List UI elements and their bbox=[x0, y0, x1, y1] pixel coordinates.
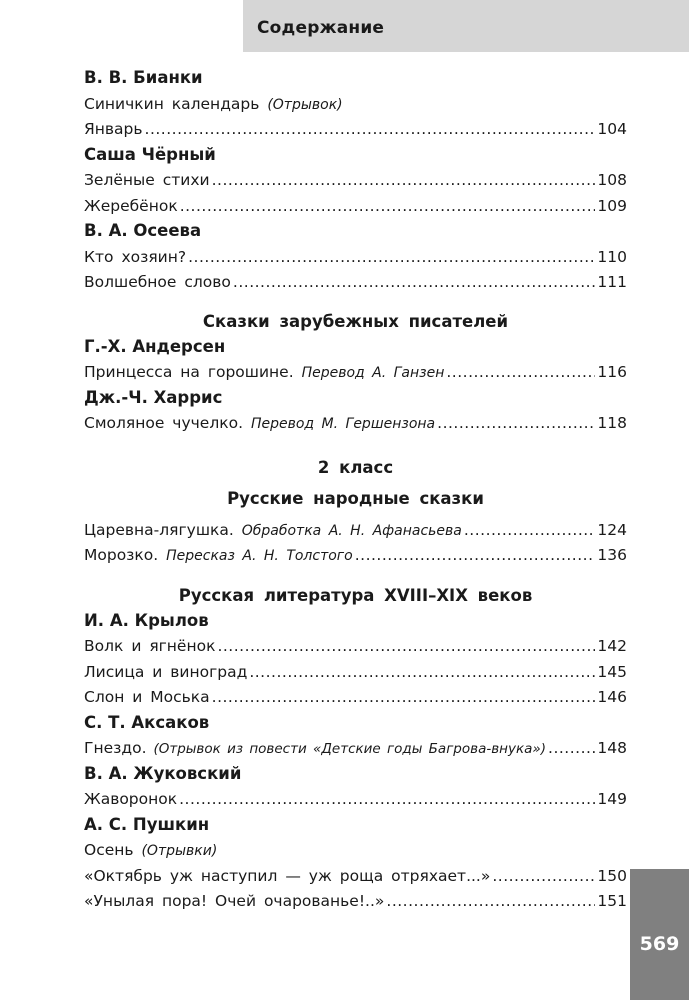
entry-title: Жаворонок bbox=[84, 790, 178, 808]
entry-title: Гнездо. (Отрывок из повести «Детские годы Багрова-внука») bbox=[84, 739, 547, 757]
toc-entry bbox=[84, 358, 627, 384]
toc-entry bbox=[84, 862, 627, 888]
dot-leader bbox=[386, 887, 595, 915]
entry-title: Осень bbox=[84, 841, 134, 859]
dot-leader bbox=[355, 541, 596, 569]
entry-note: (Отрывки) bbox=[141, 843, 218, 859]
entry-title: Царевна-лягушка. Обработка А. Н. Афанасьева bbox=[84, 520, 462, 539]
author-heading: И. А. Крылов bbox=[84, 610, 209, 630]
entry-title: Смоляное чучелко. Перевод М. Гершензона bbox=[84, 414, 436, 432]
dot-leader bbox=[249, 658, 595, 686]
dot-leader bbox=[145, 115, 596, 143]
entry-note: Пересказ А. Н. Толстого bbox=[166, 548, 353, 564]
page-ref: 145 bbox=[597, 662, 627, 681]
toc-entry bbox=[84, 887, 627, 913]
page-ref: 104 bbox=[597, 120, 627, 138]
page-number-tab: 569 bbox=[630, 869, 689, 1000]
page-ref: 148 bbox=[597, 739, 627, 757]
toc-entry bbox=[84, 409, 627, 435]
toc-entry bbox=[84, 90, 627, 116]
page-ref: 136 bbox=[597, 546, 627, 564]
page-ref: 151 bbox=[597, 892, 627, 910]
page-ref: 124 bbox=[597, 520, 627, 539]
toc-entry bbox=[84, 115, 627, 141]
toc-entry bbox=[84, 632, 627, 658]
toc-entry bbox=[84, 658, 627, 684]
toc-entry bbox=[84, 541, 627, 567]
entry-title: Морозко. Пересказ А. Н. Толстого bbox=[84, 546, 353, 564]
running-header: Содержание bbox=[243, 0, 689, 52]
toc-entry bbox=[84, 836, 627, 862]
author-heading: Дж.-Ч. Харрис bbox=[84, 387, 223, 407]
dot-leader bbox=[233, 268, 595, 296]
section-heading: Русские народные сказки bbox=[227, 488, 484, 508]
page-ref: 116 bbox=[597, 363, 627, 381]
section-heading: Сказки зарубежных писателей bbox=[202, 311, 509, 331]
entry-title: Жеребёнок bbox=[84, 196, 178, 215]
author-heading: С. Т. Аксаков bbox=[84, 712, 210, 732]
dot-leader bbox=[188, 243, 595, 271]
entry-note: (Отрывок из повести «Детские годы Багрова-внука») bbox=[153, 741, 547, 757]
page-ref: 142 bbox=[597, 637, 627, 655]
page-ref: 146 bbox=[597, 688, 627, 706]
toc-entry bbox=[84, 683, 627, 709]
dot-leader bbox=[212, 166, 596, 194]
author-heading: В. В. Бианки bbox=[84, 68, 203, 87]
dot-leader bbox=[180, 192, 596, 220]
entry-title: «Октябрь уж наступил — уж роща отряхает...» bbox=[84, 866, 491, 885]
dot-leader bbox=[179, 785, 595, 813]
page-ref: 109 bbox=[597, 196, 627, 215]
author-heading: В. А. Жуковский bbox=[84, 763, 242, 783]
dot-leader bbox=[464, 516, 596, 544]
page-ref: 149 bbox=[597, 790, 627, 808]
dot-leader bbox=[437, 409, 595, 437]
entry-title: Синичкин календарь bbox=[84, 94, 260, 113]
toc-entry bbox=[84, 734, 627, 760]
author-heading: В. А. Осеева bbox=[84, 221, 202, 240]
author-heading: А. С. Пушкин bbox=[84, 814, 210, 834]
toc-entry bbox=[84, 243, 627, 269]
entry-note: Перевод М. Гершензона bbox=[250, 416, 436, 432]
entry-title: Волк и ягнёнок bbox=[84, 637, 216, 655]
page-ref: 150 bbox=[597, 866, 627, 885]
entry-title: Волшебное слово bbox=[84, 273, 231, 291]
page-ref: 111 bbox=[597, 273, 627, 291]
dot-leader bbox=[446, 358, 595, 386]
entry-note: (Отрывок) bbox=[267, 96, 343, 113]
entry-title: Принцесса на горошине. Перевод А. Ганзен bbox=[84, 363, 445, 381]
dot-leader bbox=[212, 683, 596, 711]
author-heading: Г.-Х. Андерсен bbox=[84, 336, 226, 356]
entry-title: «Унылая пора! Очей очарованье!..» bbox=[84, 892, 385, 910]
page-ref: 118 bbox=[597, 414, 627, 432]
entry-title: Слон и Моська bbox=[84, 688, 210, 706]
section-heading: Русская литература XVIII–XIX веков bbox=[178, 585, 533, 605]
page-ref: 108 bbox=[597, 171, 627, 189]
grade-heading: 2 класс bbox=[317, 457, 394, 477]
entry-note: Перевод А. Ганзен bbox=[301, 365, 445, 381]
toc-entry bbox=[84, 785, 627, 811]
toc-entry bbox=[84, 192, 627, 218]
entry-title: Зелёные стихи bbox=[84, 171, 210, 189]
entry-note: Обработка А. Н. Афанасьева bbox=[241, 522, 462, 539]
dot-leader bbox=[217, 632, 595, 660]
entry-title: Лисица и виноград bbox=[84, 662, 248, 681]
dot-leader bbox=[548, 734, 595, 762]
toc-entry bbox=[84, 166, 627, 192]
dot-leader bbox=[492, 862, 595, 890]
entry-title: Январь bbox=[84, 120, 143, 138]
author-heading: Саша Чёрный bbox=[84, 144, 216, 164]
toc-entry bbox=[84, 516, 627, 542]
table-of-contents bbox=[84, 64, 627, 913]
toc-entry bbox=[84, 268, 627, 294]
entry-title: Кто хозяин? bbox=[84, 247, 187, 266]
page-ref: 110 bbox=[597, 247, 627, 266]
